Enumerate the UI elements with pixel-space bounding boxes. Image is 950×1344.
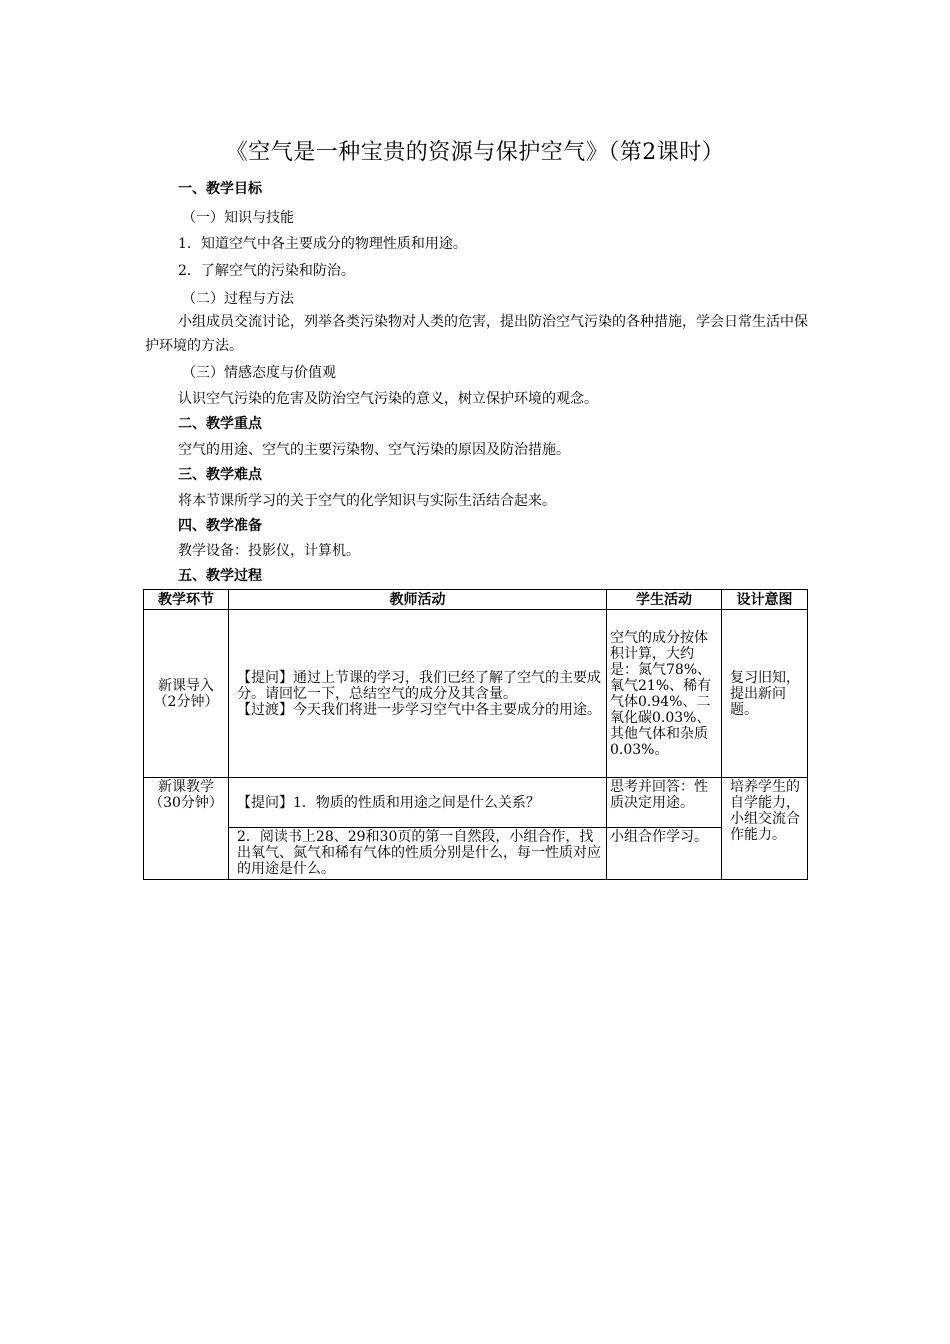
student-cell: 思考并回答：性质决定用途。 <box>607 778 722 828</box>
stage-cell: 新课导入（2分钟） <box>144 610 229 778</box>
teacher-cell <box>229 610 607 778</box>
key-points-text: 空气的用途、空气的主要污染物、空气污染的原因及防治措施。 <box>178 442 570 458</box>
stage-cell: 新课教学（30分钟） <box>144 778 229 880</box>
objective-item-1: 1．知道空气中各主要成分的物理性质和用途。 <box>178 236 467 252</box>
header-intent: 设计意图 <box>722 590 808 610</box>
table-row <box>144 828 808 880</box>
objective-item-2: 2．了解空气的污染和防治。 <box>178 263 355 279</box>
teacher-question: 【提问】通过上节课的学习，我们已经了解了空气的主要成分。请回忆一下，总结空气的成分及其含量。 <box>237 669 601 702</box>
heading-objectives: 一、教学目标 <box>178 181 262 197</box>
student-cell: 空气的成分按体积计算，大约是：氮气78%、氧气21%、稀有气体0.94%、二氧化碳0.03%、其他气体和杂质0.03%。 <box>607 610 722 778</box>
preparation-text: 教学设备：投影仪，计算机。 <box>178 543 360 559</box>
table-header-row <box>144 590 808 610</box>
header-stage: 教学环节 <box>144 590 229 610</box>
table-row <box>144 610 808 778</box>
document-title: 《空气是一种宝贵的资源与保护空气》（第2课时） <box>225 140 725 165</box>
teacher-cell: 【提问】1．物质的性质和用途之间是什么关系？ <box>229 778 607 828</box>
teacher-transition: 【过渡】今天我们将进一步学习空气中各主要成分的用途。 <box>237 701 601 718</box>
subheading-attitude: （三）情感态度与价值观 <box>182 365 336 381</box>
procedure-table <box>143 589 808 880</box>
attitude-paragraph: 认识空气污染的危害及防治空气污染的意义，树立保护环境的观念。 <box>178 391 598 407</box>
intent-cell: 培养学生的自学能力，小组交流合作能力。 <box>722 778 808 880</box>
process-paragraph: 小组成员交流讨论，列举各类污染物对人类的危害，提出防治空气污染的各种措施，学会日常生活中保护环境的方法。 <box>145 314 808 354</box>
heading-difficulties: 三、教学难点 <box>178 467 262 483</box>
student-cell: 小组合作学习。 <box>607 828 722 880</box>
heading-preparation: 四、教学准备 <box>178 518 262 534</box>
subheading-knowledge: （一）知识与技能 <box>182 210 294 226</box>
heading-key-points: 二、教学重点 <box>178 416 262 432</box>
difficulties-text: 将本节课所学习的关于空气的化学知识与实际生活结合起来。 <box>178 493 556 509</box>
header-teacher: 教师活动 <box>229 590 607 610</box>
teacher-cell: 2．阅读书上28、29和30页的第一自然段，小组合作，找出氧气、氮气和稀有气体的性质分别是什么，每一性质对应的用途是什么。 <box>229 828 607 880</box>
intent-cell: 复习旧知，提出新问题。 <box>722 610 808 778</box>
table-row <box>144 778 808 828</box>
heading-procedure: 五、教学过程 <box>178 568 262 584</box>
subheading-process: （二）过程与方法 <box>182 291 294 307</box>
header-student: 学生活动 <box>607 590 722 610</box>
